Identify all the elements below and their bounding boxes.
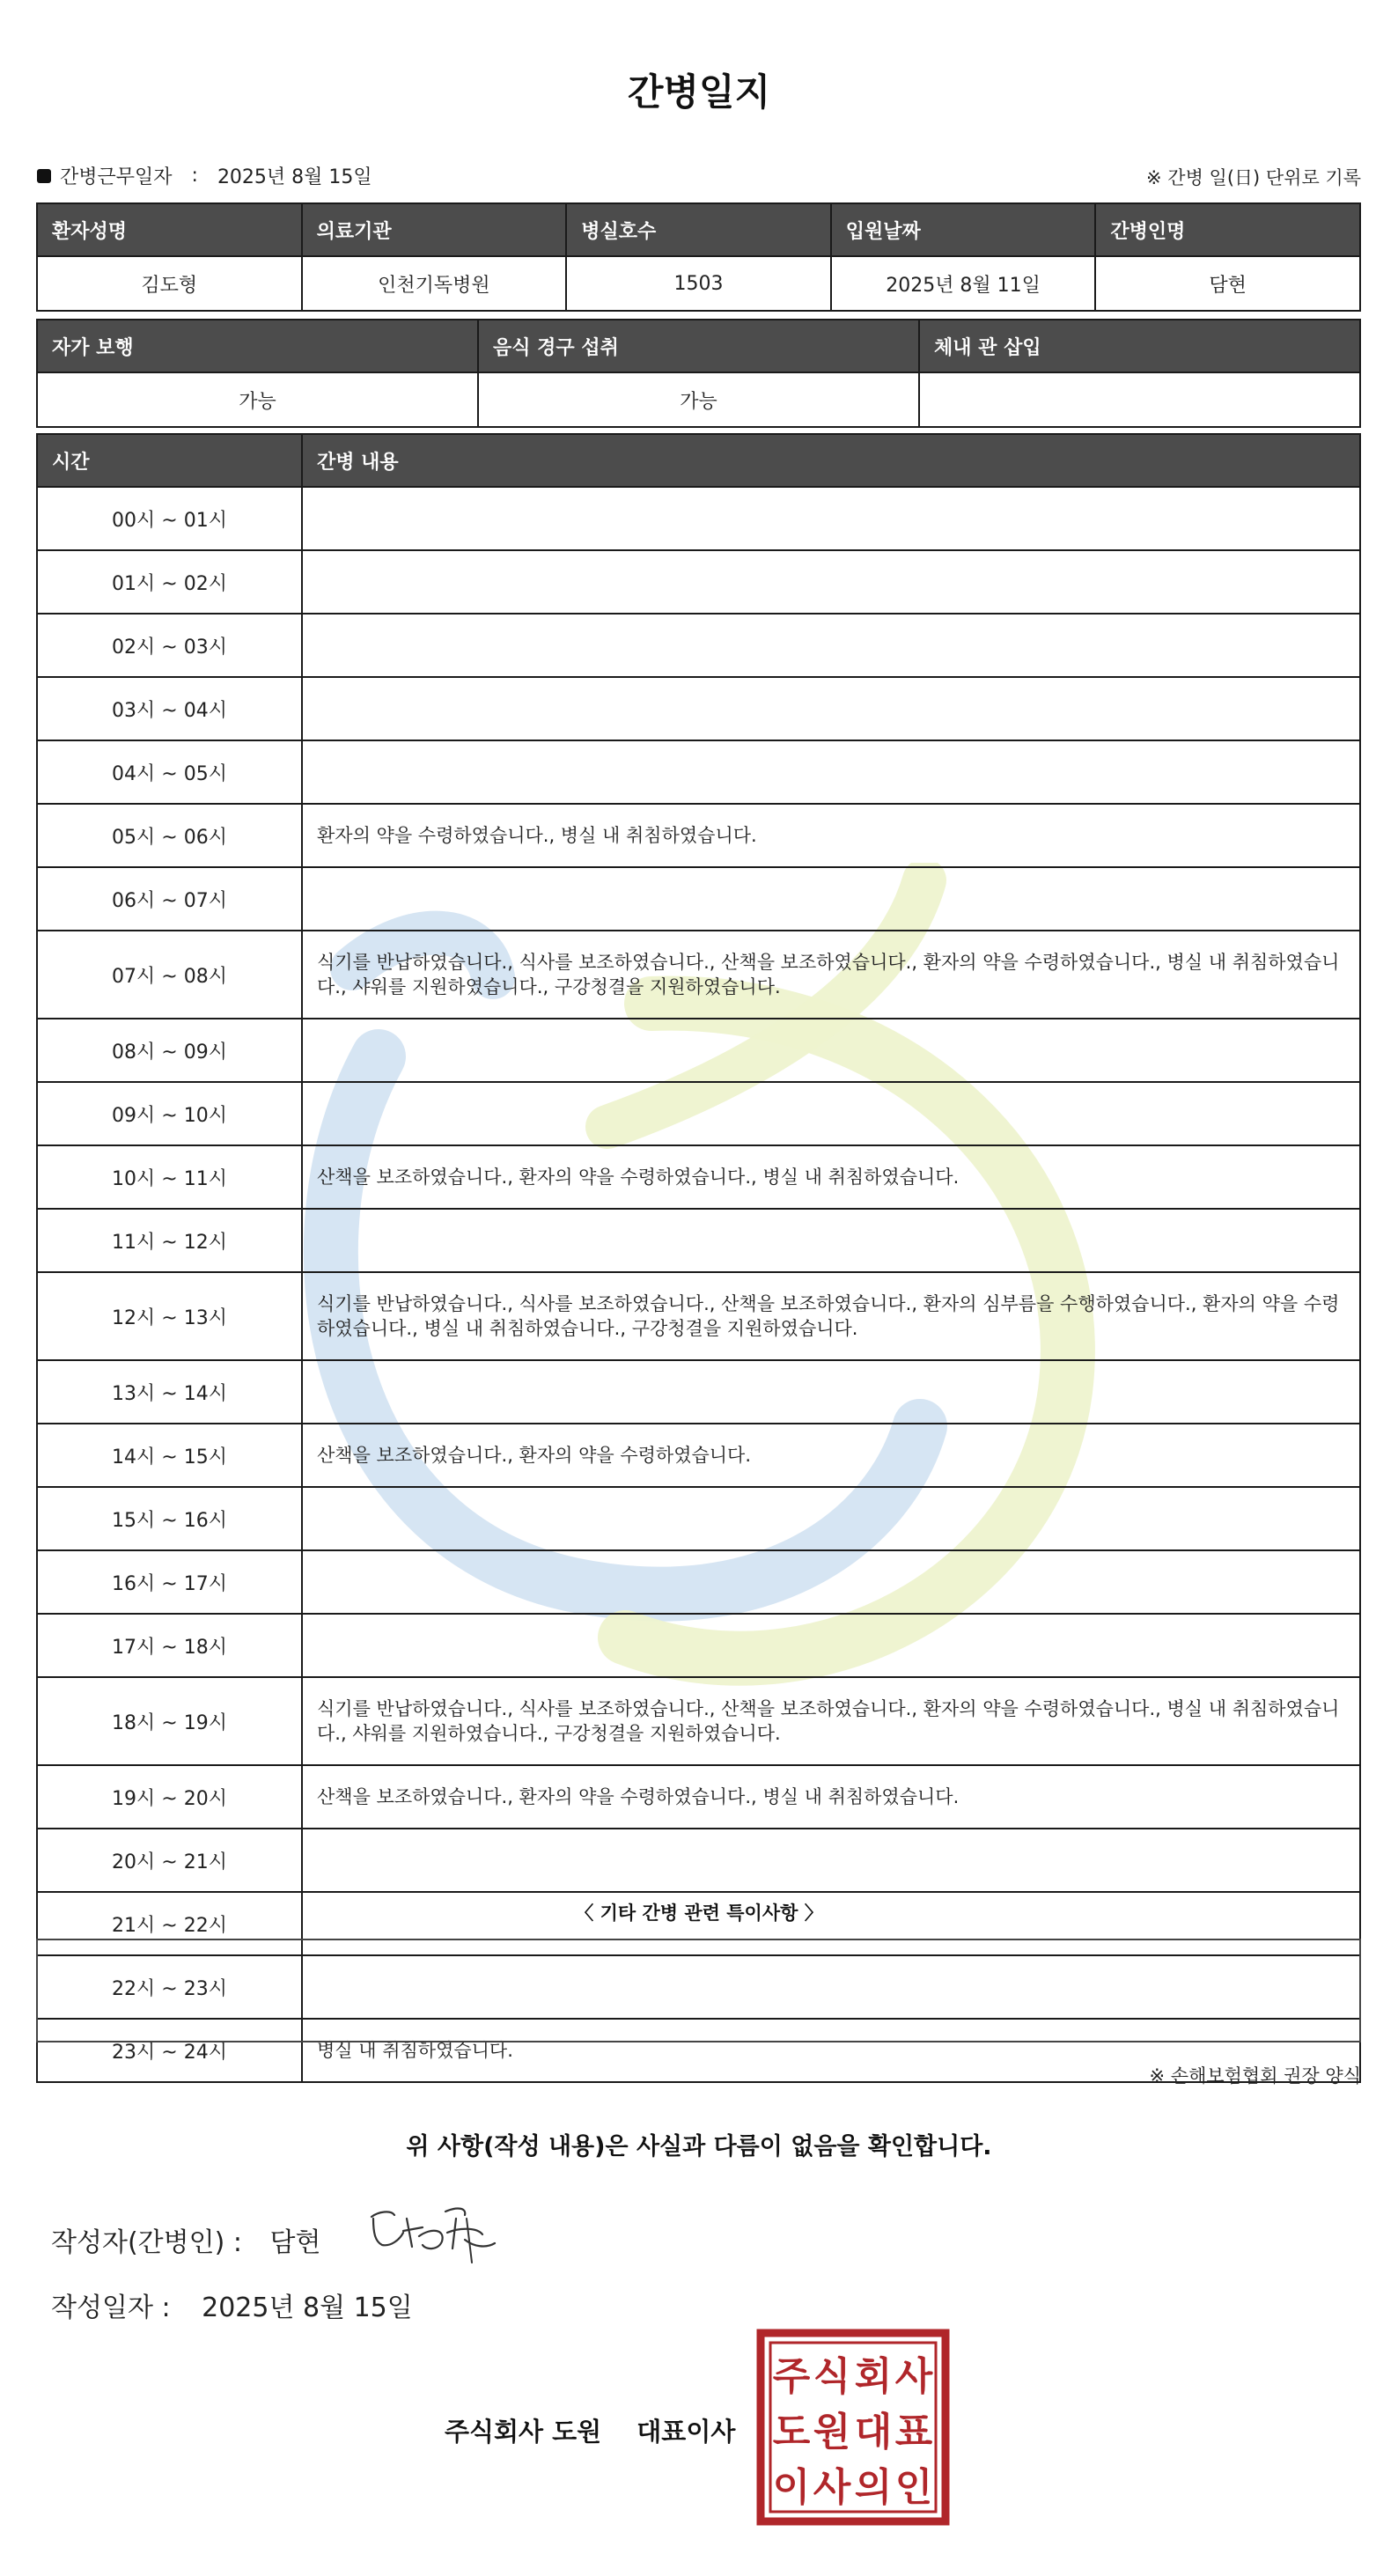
work-date-label: 간병근무일자 bbox=[60, 166, 173, 188]
care-log-time-cell: 06시 ~ 07시 bbox=[37, 867, 302, 931]
patient-ability-table bbox=[36, 319, 1361, 428]
care-log-content-cell: 환자의 약을 수령하였습니다., 병실 내 취침하였습니다. bbox=[302, 804, 1360, 867]
care-log-time-cell: 22시 ~ 23시 bbox=[37, 1955, 302, 2019]
care-log-content-cell bbox=[302, 487, 1360, 550]
care-log-content-cell: 산책을 보조하였습니다., 환자의 약을 수령하였습니다., 병실 내 취침하였습니다. bbox=[302, 1145, 1360, 1209]
svg-text:이: 이 bbox=[772, 2465, 811, 2510]
care-log-time-cell: 09시 ~ 10시 bbox=[37, 1082, 302, 1145]
header-oral-intake: 음식 경구 섭취 bbox=[478, 320, 919, 372]
care-log-content-cell: 병실 내 취침하였습니다. bbox=[302, 2019, 1360, 2082]
care-log-row bbox=[37, 614, 1360, 677]
care-log-row bbox=[37, 1614, 1360, 1677]
hospital-value: 인천기독병원 bbox=[302, 256, 567, 311]
care-log-time-cell: 18시 ~ 19시 bbox=[37, 1677, 302, 1765]
care-log-content-cell: 식기를 반납하였습니다., 식사를 보조하였습니다., 산책을 보조하였습니다., 환자의 약을 수령하였습니다., 병실 내 취침하였습니다., 샤워를 지원하였습니다., 구강청결을 지원하였습니다. bbox=[302, 1677, 1360, 1765]
care-log-content-cell bbox=[302, 550, 1360, 614]
care-log-row bbox=[37, 740, 1360, 804]
care-log-content-cell bbox=[302, 1360, 1360, 1424]
work-date-separator: : bbox=[191, 165, 198, 187]
care-log-row bbox=[37, 487, 1360, 550]
patient-info-value-row bbox=[37, 256, 1360, 311]
care-log-content-cell bbox=[302, 1082, 1360, 1145]
svg-text:표: 표 bbox=[894, 2410, 933, 2455]
ability-value-row bbox=[37, 372, 1360, 427]
care-log-row bbox=[37, 1272, 1360, 1360]
care-log-header-row bbox=[37, 434, 1360, 487]
svg-text:의: 의 bbox=[854, 2465, 893, 2510]
care-log-content-cell: 산책을 보조하였습니다., 환자의 약을 수령하였습니다., 병실 내 취침하였습니다. bbox=[302, 1765, 1360, 1829]
header-patient-name: 환자성명 bbox=[37, 203, 302, 256]
care-log-row bbox=[37, 1487, 1360, 1550]
care-log-row bbox=[37, 1209, 1360, 1272]
header-admission-date: 입원날짜 bbox=[831, 203, 1096, 256]
care-log-time-cell: 08시 ~ 09시 bbox=[37, 1019, 302, 1082]
care-log-time-cell: 07시 ~ 08시 bbox=[37, 931, 302, 1019]
self-walking-value: 가능 bbox=[37, 372, 478, 427]
patient-name-value: 김도형 bbox=[37, 256, 302, 311]
confirmation-statement: 위 사항(작성 내용)은 사실과 다름이 없음을 확인합니다. bbox=[406, 2133, 992, 2160]
care-log-content-cell bbox=[302, 1487, 1360, 1550]
care-log-time-cell: 15시 ~ 16시 bbox=[37, 1487, 302, 1550]
unit-note: ※ 간병 일(日) 단위로 기록 bbox=[1146, 167, 1361, 188]
header-caregiver-name: 간병인명 bbox=[1095, 203, 1360, 256]
notes-box bbox=[36, 1939, 1361, 2042]
care-log-content-cell bbox=[302, 1209, 1360, 1272]
oral-intake-value: 가능 bbox=[478, 372, 919, 427]
handwritten-signature bbox=[361, 2192, 502, 2271]
care-log-row bbox=[37, 1360, 1360, 1424]
form-source-note: ※ 손해보험협회 권장 양식 bbox=[1149, 2065, 1361, 2087]
care-log-time-cell: 11시 ~ 12시 bbox=[37, 1209, 302, 1272]
tube-insertion-value bbox=[919, 372, 1360, 427]
care-log-row bbox=[37, 1550, 1360, 1614]
work-date-row bbox=[37, 162, 372, 189]
care-log-row bbox=[37, 804, 1360, 867]
care-log-content-cell: 산책을 보조하였습니다., 환자의 약을 수령하였습니다. bbox=[302, 1424, 1360, 1487]
care-log-row bbox=[37, 1677, 1360, 1765]
care-log-row bbox=[37, 1082, 1360, 1145]
care-log-time-cell: 16시 ~ 17시 bbox=[37, 1550, 302, 1614]
svg-text:원: 원 bbox=[813, 2410, 851, 2455]
care-log-time-cell: 00시 ~ 01시 bbox=[37, 487, 302, 550]
care-log-time-cell: 23시 ~ 24시 bbox=[37, 2019, 302, 2082]
care-log-content-cell bbox=[302, 1829, 1360, 1892]
care-log-time-cell: 01시 ~ 02시 bbox=[37, 550, 302, 614]
header-time: 시간 bbox=[37, 434, 302, 487]
care-log-row bbox=[37, 677, 1360, 740]
care-log-row bbox=[37, 1829, 1360, 1892]
admission-date-value: 2025년 8월 11일 bbox=[831, 256, 1096, 311]
company-row bbox=[445, 2412, 735, 2448]
author-label: 작성자(간병인) : bbox=[51, 2227, 242, 2258]
svg-text:대: 대 bbox=[854, 2410, 893, 2455]
author-row bbox=[51, 2220, 320, 2259]
care-log-row bbox=[37, 1424, 1360, 1487]
care-log-time-cell: 21시 ~ 22시 bbox=[37, 1892, 302, 1955]
care-log-content-cell bbox=[302, 740, 1360, 804]
care-log-time-cell: 10시 ~ 11시 bbox=[37, 1145, 302, 1209]
care-log-time-cell: 13시 ~ 14시 bbox=[37, 1360, 302, 1424]
care-log-body bbox=[37, 487, 1360, 2082]
room-number-value: 1503 bbox=[566, 256, 831, 311]
care-log-content-cell: 식기를 반납하였습니다., 식사를 보조하였습니다., 산책을 보조하였습니다., 환자의 약을 수령하였습니다., 병실 내 취침하였습니다., 샤워를 지원하였습니다., 구강청결을 지원하였습니다. bbox=[302, 931, 1360, 1019]
svg-text:사: 사 bbox=[813, 2465, 851, 2510]
header-self-walking: 자가 보행 bbox=[37, 320, 478, 372]
svg-text:도: 도 bbox=[772, 2410, 811, 2455]
written-date-value: 2025년 8월 15일 bbox=[202, 2293, 413, 2323]
svg-text:식: 식 bbox=[813, 2354, 851, 2399]
care-log-content-cell bbox=[302, 1614, 1360, 1677]
care-log-row bbox=[37, 867, 1360, 931]
care-log-time-cell: 02시 ~ 03시 bbox=[37, 614, 302, 677]
written-date-label: 작성일자 : bbox=[51, 2293, 171, 2323]
svg-text:주: 주 bbox=[772, 2354, 811, 2399]
svg-text:회: 회 bbox=[854, 2354, 893, 2399]
care-log-content-cell bbox=[302, 614, 1360, 677]
care-log-content-cell bbox=[302, 1550, 1360, 1614]
care-log-time-cell: 19시 ~ 20시 bbox=[37, 1765, 302, 1829]
header-care-content: 간병 내용 bbox=[302, 434, 1360, 487]
care-log-row bbox=[37, 1145, 1360, 1209]
care-log-content-cell bbox=[302, 677, 1360, 740]
care-log-time-cell: 17시 ~ 18시 bbox=[37, 1614, 302, 1677]
care-log-time-cell: 03시 ~ 04시 bbox=[37, 677, 302, 740]
care-log-content-cell bbox=[302, 867, 1360, 931]
square-bullet-icon bbox=[37, 169, 51, 183]
work-date-value: 2025년 8월 15일 bbox=[217, 166, 372, 188]
care-log-content-cell: 식기를 반납하였습니다., 식사를 보조하였습니다., 산책을 보조하였습니다., 환자의 심부름을 수행하였습니다., 환자의 약을 수령하였습니다., 병실 내 취침하였습니다., 구강청결을 지원하였습니다. bbox=[302, 1272, 1360, 1360]
caregiver-name-value: 담현 bbox=[1095, 256, 1360, 311]
patient-info-table bbox=[36, 202, 1361, 312]
care-log-row bbox=[37, 931, 1360, 1019]
svg-text:사: 사 bbox=[894, 2354, 933, 2399]
header-hospital: 의료기관 bbox=[302, 203, 567, 256]
care-log-content-cell bbox=[302, 1019, 1360, 1082]
care-log-table bbox=[36, 433, 1361, 2083]
care-log-row bbox=[37, 1765, 1360, 1829]
care-log-time-cell: 20시 ~ 21시 bbox=[37, 1829, 302, 1892]
patient-info-header-row bbox=[37, 203, 1360, 256]
care-log-row bbox=[37, 550, 1360, 614]
care-log-row bbox=[37, 1019, 1360, 1082]
ability-header-row bbox=[37, 320, 1360, 372]
care-log-time-cell: 14시 ~ 15시 bbox=[37, 1424, 302, 1487]
company-seal-stamp bbox=[755, 2328, 951, 2527]
care-log-time-cell: 04시 ~ 05시 bbox=[37, 740, 302, 804]
page-title: 간병일지 bbox=[627, 70, 771, 114]
header-room-number: 병실호수 bbox=[566, 203, 831, 256]
company-name: 주식회사 도원 bbox=[445, 2417, 602, 2447]
header-tube-insertion: 체내 관 삽입 bbox=[919, 320, 1360, 372]
written-date-row bbox=[51, 2285, 413, 2324]
care-log-time-cell: 05시 ~ 06시 bbox=[37, 804, 302, 867]
company-role: 대표이사 bbox=[636, 2417, 736, 2447]
notes-heading: 〈 기타 간병 관련 특이사항 〉 bbox=[575, 1903, 823, 1924]
svg-text:인: 인 bbox=[894, 2465, 933, 2510]
author-name: 담현 bbox=[269, 2227, 321, 2258]
care-log-time-cell: 12시 ~ 13시 bbox=[37, 1272, 302, 1360]
